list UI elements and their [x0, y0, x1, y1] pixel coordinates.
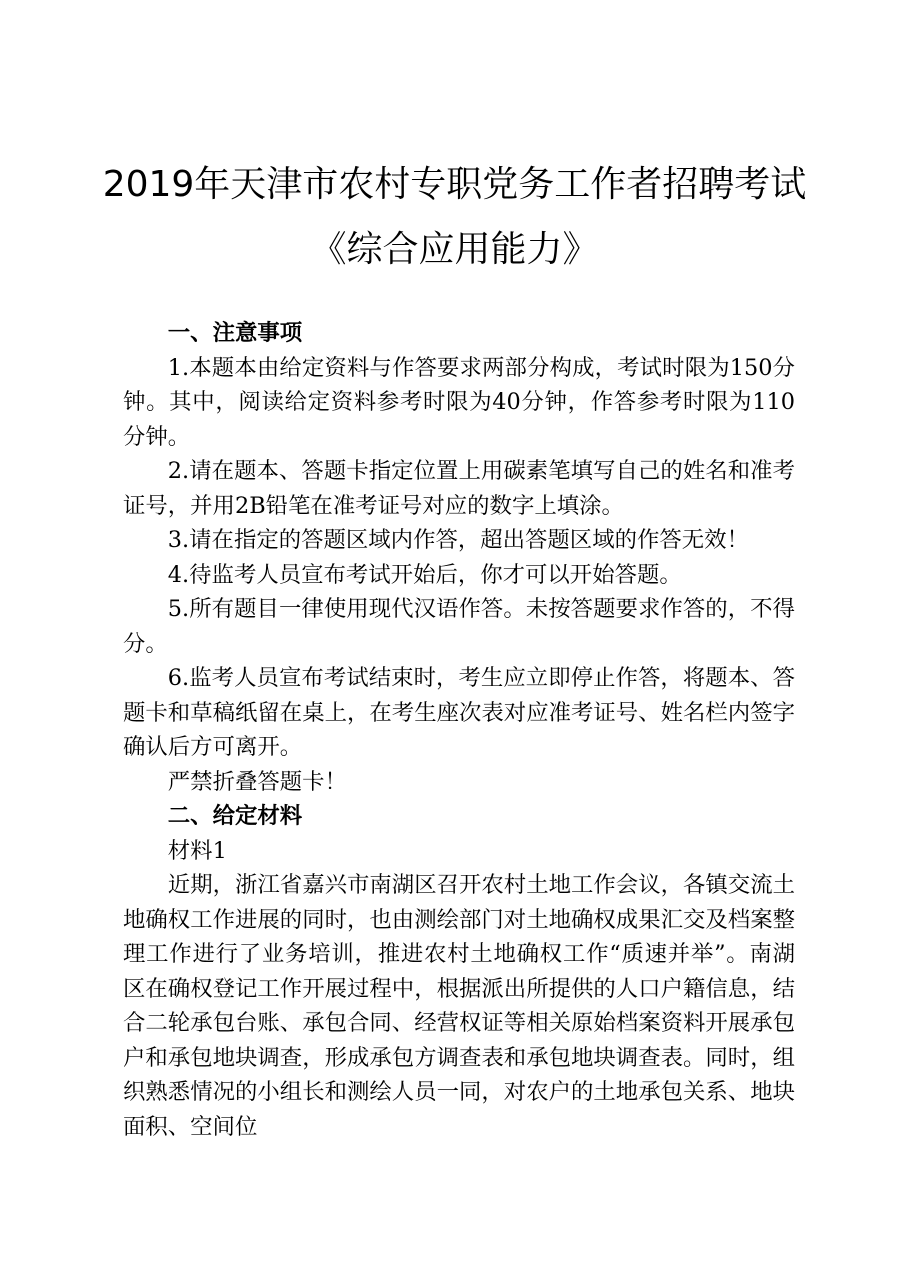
document-subtitle: 《综合应用能力》 [310, 229, 599, 270]
notice-item-5: 5.所有题目一律使用现代汉语作答。未按答题要求作答的，不得分。 [123, 596, 795, 657]
notice-item-2: 2.请在题本、答题卡指定位置上用碳素笔填写自己的姓名和准考证号，并用2B铅笔在准考证号对应的数字上填涂。 [123, 458, 795, 519]
warning-text: 严禁折叠答题卡！ [167, 768, 347, 795]
document-body [123, 316, 795, 1144]
notice-item-6: 6.监考人员宣布考试结束时，考生应立即停止作答，将题本、答题卡和草稿纸留在桌上，在考生座次表对应准考证号、姓名栏内签字确认后方可离开。 [123, 665, 795, 760]
notice-item-1: 1.本题本由给定资料与作答要求两部分构成，考试时限为150分钟。其中，阅读给定资料参考时限为40分钟，作答参考时限为110分钟。 [123, 354, 795, 450]
section-heading-materials: 二、给定材料 [167, 803, 303, 829]
material-paragraph: 近期，浙江省嘉兴市南湖区召开农村土地工作会议，各镇交流土地确权工作进展的同时，也由测绘部门对土地确权成果汇交及档案整理工作进行了业务培训，推进农村土地确权工作“质速并举”。南湖区在确权登记工作开展过程中，根据派出所提供的人口户籍信息，结合二轮承包台账、承包合同、经营权证等相关原始档案资料开展承包户和承包地块调查，形成承包方调查表和承包地块调查表。同时，组织熟悉情况的小组长和测绘人员一同，对农户的土地承包关系、地块面积、空间位 [123, 872, 795, 1140]
notice-item-4: 4.待监考人员宣布考试开始后，你才可以开始答题。 [167, 561, 682, 588]
notice-item-3: 3.请在指定的答题区域内作答，超出答题区域的作答无效！ [167, 527, 749, 553]
material-label: 材料1 [167, 837, 227, 864]
document-title: 2019年天津市农村专职党务工作者招聘考试 [102, 164, 807, 205]
section-heading-notice: 一、注意事项 [167, 320, 303, 346]
